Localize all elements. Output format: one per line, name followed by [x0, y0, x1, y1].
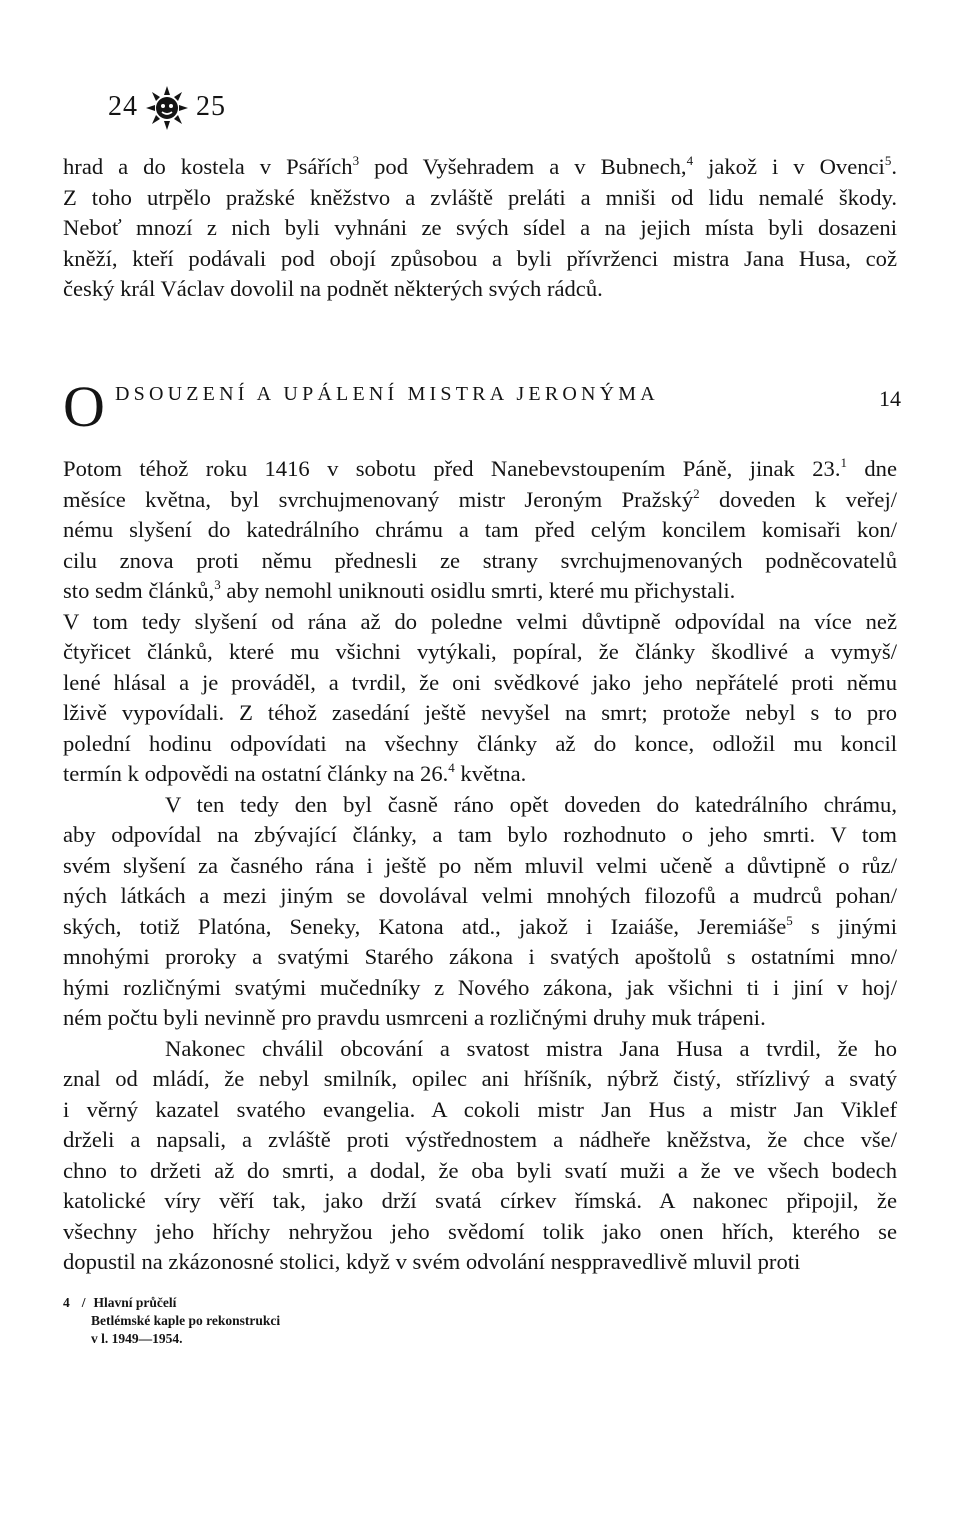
image-caption-footnote — [63, 1294, 280, 1348]
text-run: dne — [846, 456, 897, 481]
text-run: Nakonec chválil obcování a svatost mistra Jana Husa a tvrdil, že ho — [165, 1035, 897, 1061]
text-line — [63, 759, 897, 790]
text-line — [63, 152, 897, 183]
text-line — [63, 1095, 897, 1126]
sun-ornament-icon — [144, 84, 190, 130]
text-run: cilu znova proti němu přednesli ze strany svrchujmenovaných podněcovatelů — [63, 547, 897, 573]
text-run: termín k odpovědi na ostatní články na 26. — [63, 761, 449, 786]
text-run: čtyřicet článků, které mu všichni vytýkali, popíral, že články škodlivé a vymyš/ — [63, 639, 897, 664]
text-run: lživě vypovídali. Z téhož zasedání ještě nevyšel na smrt; protože nebyl s to pro — [63, 700, 897, 725]
text-line — [63, 973, 897, 1004]
footnote-marker: 3 — [352, 153, 360, 168]
text-run: lené hlásal a je prováděl, a tvrdil, že oni svědkové jako jeho nepřátelé proti němu — [63, 669, 897, 695]
text-line — [63, 485, 897, 516]
footnote-marker: 5 — [786, 912, 793, 928]
text-run: katolické víry věří tak, jako drží svatá církev římská. A nakonec připojil, že — [63, 1188, 897, 1213]
text-run: všechny jeho hříchy nehryžou jeho svědomí tolik jako onen hřích, kterého se — [63, 1218, 897, 1244]
page-header — [108, 84, 226, 130]
text-run: sto sedm článků, — [63, 578, 215, 603]
text-line — [63, 607, 897, 638]
text-line — [63, 576, 897, 607]
text-run: s jinými — [792, 913, 897, 939]
text-run: drželi a napsali, a zvláště proti výstřednostem a nádheře kněžstva, že chce vše/ — [63, 1127, 897, 1152]
footnote-line-1: Hlavní průčelí — [93, 1295, 177, 1310]
text-run: jakož i v Ovenci — [693, 154, 885, 179]
footnote-line-3: v l. 1949—1954. — [91, 1331, 183, 1346]
footnote-line-2: Betlémské kaple po rekonstrukci — [91, 1313, 281, 1328]
text-line — [63, 1186, 897, 1217]
text-run: V ten tedy den byl časně ráno opět doveden do katedrálního chrámu, — [165, 791, 897, 817]
text-line — [63, 668, 897, 699]
footnote-marker: 4 — [448, 760, 455, 775]
text-run: polední hodinu odpovídati na všechny články až do konce, odložil mu koncil — [63, 730, 897, 756]
footnote-separator: / — [81, 1295, 86, 1310]
footnote-marker: 2 — [693, 485, 700, 501]
text-run: doveden k veřej/ — [699, 486, 898, 512]
text-run: . — [891, 154, 897, 179]
text-line — [63, 244, 897, 275]
right-page-number: 25 — [196, 91, 226, 122]
text-line — [63, 851, 897, 882]
text-run: český král Václav dovolil na podnět některých svých rádců. — [63, 276, 603, 301]
heading-initial: O — [63, 374, 105, 439]
text-run: znal od mládí, že nebyl smilník, opilec ani hříšník, nýbrž čistý, střízlivý a svatý — [63, 1066, 897, 1091]
text-line — [63, 698, 897, 729]
text-run: nému slyšení do katedrálního chrámu a tam před celým koncilem komisaři kon/ — [63, 517, 897, 542]
text-run: kněží, kteří podávali pod obojí způsobou a byli přívrženci mistra Jana Husa, což — [63, 245, 897, 271]
text-run: Potom téhož roku 1416 v sobotu před Nanebevstoupením Páně, jinak 23. — [63, 456, 841, 481]
text-line — [63, 912, 897, 943]
footnote-number: 4 — [63, 1295, 70, 1310]
text-line — [63, 729, 897, 760]
left-page-number: 24 — [108, 91, 138, 122]
text-line — [63, 942, 897, 973]
text-run: ném počtu byli nevinně pro pravdu usmrceni a rozličnými druhy muk trápeni. — [63, 1005, 766, 1030]
text-line — [63, 881, 897, 912]
text-line — [63, 183, 897, 214]
text-line — [63, 454, 897, 485]
heading-title: DSOUZENÍ A UPÁLENÍ MISTRA JERONÝMA — [115, 383, 659, 405]
text-run: i věrný kazatel svatého evangelia. A cokoli mistr Jan Hus a mistr Jan Viklef — [63, 1096, 897, 1122]
footnote-marker: 4 — [686, 153, 694, 168]
text-line — [63, 213, 897, 244]
text-line — [63, 637, 897, 668]
text-run: ských, totiž Platóna, Seneky, Katona atd., jakož i Izaiáše, Jeremiáše — [63, 913, 787, 939]
text-line — [63, 1064, 897, 1095]
footnote-marker: 5 — [884, 153, 892, 168]
text-run: svém slyšení za časného rána i ještě po něm mluvil velmi učeně a důvtipně o růz/ — [63, 852, 897, 878]
text-run: aby nemohl uniknouti osidlu smrti, které mu přichystali. — [220, 578, 736, 603]
top-paragraph — [63, 152, 897, 305]
text-run: Neboť mnozí z nich byli vyhnáni ze svých sídel a na jejich místa byli dosazeni — [63, 215, 897, 240]
text-line — [63, 515, 897, 546]
text-line — [63, 1156, 897, 1187]
footnote-marker: 3 — [214, 577, 221, 592]
footnote-marker: 1 — [840, 455, 847, 470]
text-line — [63, 274, 897, 305]
text-line — [63, 1034, 897, 1065]
text-run: ných látkách a mezi jiným se dovolával velmi mnohých filozofů a mudrců pohan/ — [63, 883, 897, 908]
text-line — [63, 1217, 897, 1248]
section-number: 14 — [879, 386, 901, 411]
text-line — [63, 1003, 897, 1034]
text-run: hými rozličnými svatými mučedníky z Nového zákona, jak všichni ti i jiní v hoj/ — [63, 974, 897, 1000]
text-run: dopustil na zkázonosné stolici, když v svém odvolání nesppravedlivě mluvil proti — [63, 1249, 801, 1274]
text-run: pod Vyšehradem a v Bubnech, — [359, 154, 687, 179]
text-run: měsíce května, byl svrchujmenovaný mistr Jeroným Pražský — [63, 486, 694, 512]
main-text — [63, 454, 897, 1278]
text-run: mnohými proroky a svatými Starého zákona i svatých apoštolů s ostatními mno/ — [63, 944, 897, 969]
section-heading — [63, 374, 901, 439]
text-line — [63, 820, 897, 851]
text-run: května. — [454, 761, 527, 786]
text-line — [63, 1247, 897, 1278]
text-line — [63, 790, 897, 821]
text-run: V tom tedy slyšení od rána až do poledne velmi důvtipně odpovídal na více než — [63, 608, 897, 634]
text-run: chno to držeti až do smrti, a dodal, že oba byli svatí muži a že ve všech bodech — [63, 1157, 897, 1183]
text-run: hrad a do kostela v Psářích — [63, 154, 353, 179]
text-run: Z toho utrpělo pražské kněžstvo a zvláště preláti a mniši od lidu nemalé škody. — [63, 184, 897, 210]
text-run: aby odpovídal na zbývající články, a tam bylo rozhodnuto o jeho smrti. V tom — [63, 822, 897, 847]
text-line — [63, 546, 897, 577]
text-line — [63, 1125, 897, 1156]
